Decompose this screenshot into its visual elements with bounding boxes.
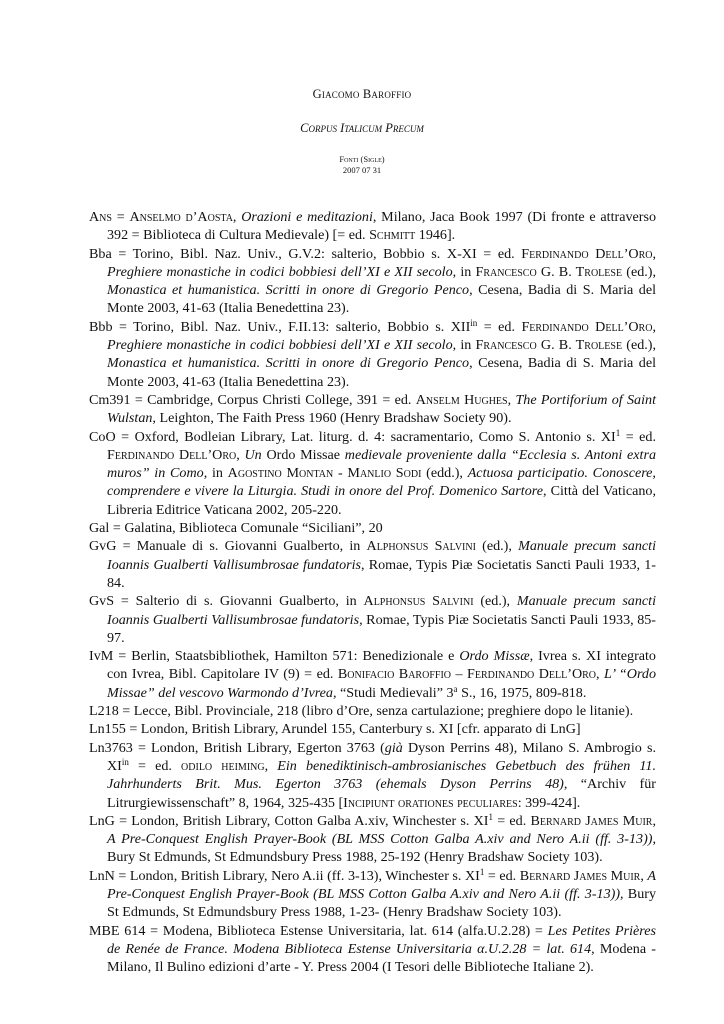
entry-text: = (111, 209, 130, 225)
document-date: 2007 07 31 (342, 165, 382, 175)
entry-text: , (232, 209, 242, 225)
small-caps-name: Incipiunt orationes peculiares (343, 794, 518, 811)
small-caps-name: Bernard James Muir (519, 867, 641, 884)
small-caps-name: Alphonsus Salvini (366, 538, 476, 555)
entry-text: = ed. (620, 428, 657, 445)
siglum-code: Ln3763 (89, 739, 133, 756)
italic-text: Ein benediktinisch-ambrosianisches Gebetbuch des frühen 11. Jahrhunderts Brit. Mus. Egerton 3763 (ehemals Dyson Perrins 48) (107, 757, 656, 793)
entry-text: = London, British Library, Cotton Galba A.xiv, Winchester s. XI (114, 812, 489, 829)
italic-text: Ordo Missæ (459, 648, 530, 665)
entry-text: = London, British Library, Egerton 3763 ( (132, 739, 385, 756)
siglum-entry (89, 519, 656, 537)
siglum-code: Ln155 (89, 721, 126, 738)
entry-text: Dyson Perrins 48), Milano S. Ambrogio s. XI (107, 739, 656, 774)
entry-text: = ed. (492, 812, 531, 829)
author-name: Giacomo Baroffio (312, 87, 412, 101)
siglum-code: GvS (89, 593, 115, 610)
italic-text: Actuosa participatio. Conoscere, comprendere e vivere la Liturgia. Studi in onore del Prof. Domenico Sartore (107, 465, 656, 500)
entry-text: : 399-424]. (517, 794, 581, 811)
entry-text: = Manuale di s. Giovanni Gualberto, in (116, 538, 367, 555)
italic-text: Monastica et humanistica. Scritti in onore di Gregorio Penco (107, 282, 470, 299)
entry-text: = Lecce, Bibl. Provinciale, 218 (libro d’Ore, senza cartulazione; preghiere dopo le litanie). (118, 703, 634, 720)
superscript: in (470, 317, 478, 328)
italic-text: L’ “Ordo Missae” del vescovo Warmondo d’Ivrea (107, 666, 657, 701)
entry-text: , (596, 666, 605, 683)
entry-text: , Cesena, Badia di S. Maria del Monte 2003, 41-63 (Italia Benedettina 23). (107, 282, 656, 317)
small-caps-name: Ferdinando Dell’Oro (521, 318, 653, 335)
siglum-code: L218 (89, 703, 119, 720)
siglum-entry (89, 922, 656, 977)
entry-text: (edd.), (421, 465, 468, 482)
entry-text: , (652, 245, 656, 262)
entry-text: , “Archiv für Litrurgiewissenschaft” 8, 1964, 325-435 [ (107, 776, 656, 811)
siglum-code: Cm391 (89, 391, 131, 408)
italic-text: medievale proveniente dalla “Ecclesia s. Antoni extra muros” in Como (107, 446, 656, 482)
superscript: in (121, 756, 129, 767)
small-caps-name: Alphonsus Salvini (363, 593, 474, 610)
italic-text: già (384, 739, 403, 756)
entry-text: , (640, 867, 648, 884)
superscript: 1 (488, 811, 493, 822)
entry-text: , Leighton, The Faith Press 1960 (Henry Bradshaw Society 90). (152, 410, 512, 427)
entry-text: , Romae, Typis Piæ Societatis Sancti Pauli 1933, 85-97. (107, 611, 656, 646)
entry-text: Ordo Missae (261, 446, 345, 463)
entry-text: (ed.), (473, 593, 517, 610)
entry-text: , (264, 757, 278, 774)
siglum-code: LnN (89, 867, 115, 884)
siglum-code: GvG (89, 538, 117, 555)
entry-text: = London, British Library, Arundel 155, Canterbury s. XI [cfr. apparato di LnG] (125, 721, 581, 738)
entry-text: , Romae, Typis Piæ Societatis Sancti Pauli 1933, 1-84. (107, 556, 656, 591)
entry-text: , in (452, 337, 476, 354)
siglum-code: Ans (89, 209, 112, 225)
small-caps-name: Manlio Sodi (347, 465, 422, 482)
italic-text: Manuale precum sancti Ioannis Gualberti Vallisumbrosae fundatoris (107, 538, 656, 573)
siglum-code: MBE 614 (89, 922, 146, 939)
entry-text: , “Studi Medievali” 3 (332, 684, 454, 701)
entry-text: = ed. (484, 867, 520, 884)
entry-text: – (451, 666, 467, 683)
siglum-entry (89, 720, 656, 738)
entry-text: , in (452, 263, 476, 280)
small-caps-name: Anselmo d’Aosta (129, 209, 233, 225)
siglum-code: LnG (89, 812, 115, 829)
small-caps-name: Francesco G. B. Trolese (475, 337, 623, 354)
siglum-code: CoO (89, 428, 116, 445)
italic-text: A Pre-Conquest English Prayer-Book (BL MSS Cotton Galba A.xiv and Nero A.ii (ff. 3-13)) (107, 831, 653, 848)
small-caps-name: Bonifacio Baroffio (337, 666, 452, 683)
entry-text: , Bury St Edmunds, St Edmundsbury Press 1988, 25-192 (Henry Bradshaw Society 103). (107, 831, 656, 866)
entry-text: , (652, 318, 656, 335)
italic-text: The Portiforium of Saint Wulstan (107, 391, 656, 427)
siglum-entry (89, 739, 656, 812)
entry-text: 1946]. (415, 227, 456, 244)
siglum-entry (89, 208, 656, 245)
entry-text: = ed. (128, 757, 182, 774)
siglum-entry (89, 812, 656, 867)
superscript: a (453, 683, 458, 694)
small-caps-name: odilo heiming (181, 757, 265, 774)
entry-text: (ed.), (622, 337, 656, 354)
siglum-entry (89, 428, 656, 519)
entry-text: , Modena - Milano, Il Bulino edizioni d’arte - Y. Press 2004 (I Tesori delle Biblioteche Italiane 2). (107, 940, 657, 976)
siglum-entry (89, 245, 656, 318)
italic-text: Manuale precum sancti Ioannis Gualberti Vallisumbrosae fundatoris (107, 593, 656, 628)
entry-text: , Cesena, Badia di S. Maria del Monte 2003, 41-63 (Italia Benedettina 23). (107, 355, 656, 390)
siglum-code: Bba (89, 245, 112, 262)
entry-text: = Galatina, Biblioteca Comunale “Siciliani”, 20 (109, 520, 383, 537)
entry-text: S., 16, 1975, 809-818. (457, 684, 587, 701)
siglum-code: Gal (89, 520, 110, 537)
entry-text: , (652, 812, 656, 829)
entry-text: (ed.), (622, 263, 656, 280)
sigla-list (89, 208, 656, 976)
siglum-entry (89, 702, 656, 720)
entry-text: - (333, 465, 348, 482)
small-caps-name: Agostino Montan (227, 465, 334, 482)
work-title: Corpus Italicum Precum (300, 121, 424, 135)
small-caps-name: Ferdinando Dell’Oro (521, 245, 653, 262)
siglum-code: IvM (89, 648, 114, 665)
entry-text: , (507, 391, 516, 408)
italic-text: Orazioni e meditazioni (241, 209, 373, 225)
entry-text: = Salterio di s. Giovanni Gualberto, in (114, 593, 364, 610)
siglum-entry (89, 318, 656, 391)
superscript: 1 (615, 427, 621, 438)
entry-text: , Città del Vaticano, Libreria Editrice Vaticana 2002, 205-220. (107, 483, 656, 518)
entry-text: = London, British Library, Nero A.ii (ff. 3-13), Winchester s. XI (114, 867, 480, 884)
siglum-entry (89, 647, 656, 702)
entry-text: , (236, 446, 245, 463)
superscript: 1 (479, 866, 485, 877)
entry-text: = ed. (477, 318, 522, 335)
entry-text: , Milano, Jaca Book 1997 (Di fronte e attraverso 392 = Biblioteca di Cultura Medievale) [= ed. (107, 209, 656, 244)
italic-text: Les Petites Prières de Renée de France. Modena Biblioteca Estense Universitaria α.U.2.28 = lat. 614 (107, 922, 656, 957)
small-caps-name: Ferdinando Dell’Oro (107, 446, 237, 463)
entry-text: = Cambridge, Corpus Christi College, 391 = ed. (130, 391, 416, 408)
document-subtitle: Fonti (Sigle) (339, 154, 385, 164)
entry-text: = Oxford, Bodleian Library, Lat. liturg. d. 4: sacramentario, Como S. Antonio s. XI (115, 428, 616, 445)
siglum-entry (89, 391, 656, 428)
entry-text: = Torino, Bibl. Naz. Univ., F.II.13: salterio, Bobbio s. XII (112, 318, 471, 335)
small-caps-name: Ferdinando Dell’Oro (467, 666, 597, 683)
entry-text: , Bury St Edmunds, St Edmundsbury Press 1988, 1-23- (Henry Bradshaw Society 103). (107, 885, 656, 921)
entry-text: , in (203, 465, 228, 482)
entry-text: = Torino, Bibl. Naz. Univ., G.V.2: salterio, Bobbio s. X-XI = ed. (111, 245, 522, 262)
siglum-code: Bbb (89, 318, 113, 335)
italic-text: Monastica et humanistica. Scritti in onore di Gregorio Penco (107, 355, 470, 372)
entry-text: = Berlin, Staatsbibliothek, Hamilton 571: Benedizionale e (113, 648, 460, 665)
italic-text: Preghiere monastiche in codici bobbiesi dell’XI e XII secolo (107, 263, 453, 280)
siglum-entry (89, 867, 656, 922)
entry-text: = Modena, Biblioteca Estense Universitaria, lat. 614 (alfa.U.2.28) = (145, 922, 548, 939)
entry-text: (ed.), (475, 538, 519, 555)
siglum-entry (89, 537, 656, 592)
small-caps-name: Anselm Hughes (415, 391, 508, 408)
italic-text: Preghiere monastiche in codici bobbiesi dell’XI e XII secolo (107, 337, 453, 354)
small-caps-name: Bernard James Muir (530, 812, 653, 829)
entry-text: , Ivrea s. XI integrato con Ivrea, Bibl. Capitolare IV (9) = ed. (107, 648, 656, 683)
small-caps-name: Schmitt (369, 227, 416, 244)
siglum-entry (89, 592, 656, 647)
small-caps-name: Francesco G. B. Trolese (475, 263, 623, 280)
italic-text: A Pre-Conquest English Prayer-Book (BL MSS Cotton Galba A.xiv and Nero A.ii (ff. 3-13)) (107, 867, 656, 902)
italic-text: Un (244, 446, 262, 463)
